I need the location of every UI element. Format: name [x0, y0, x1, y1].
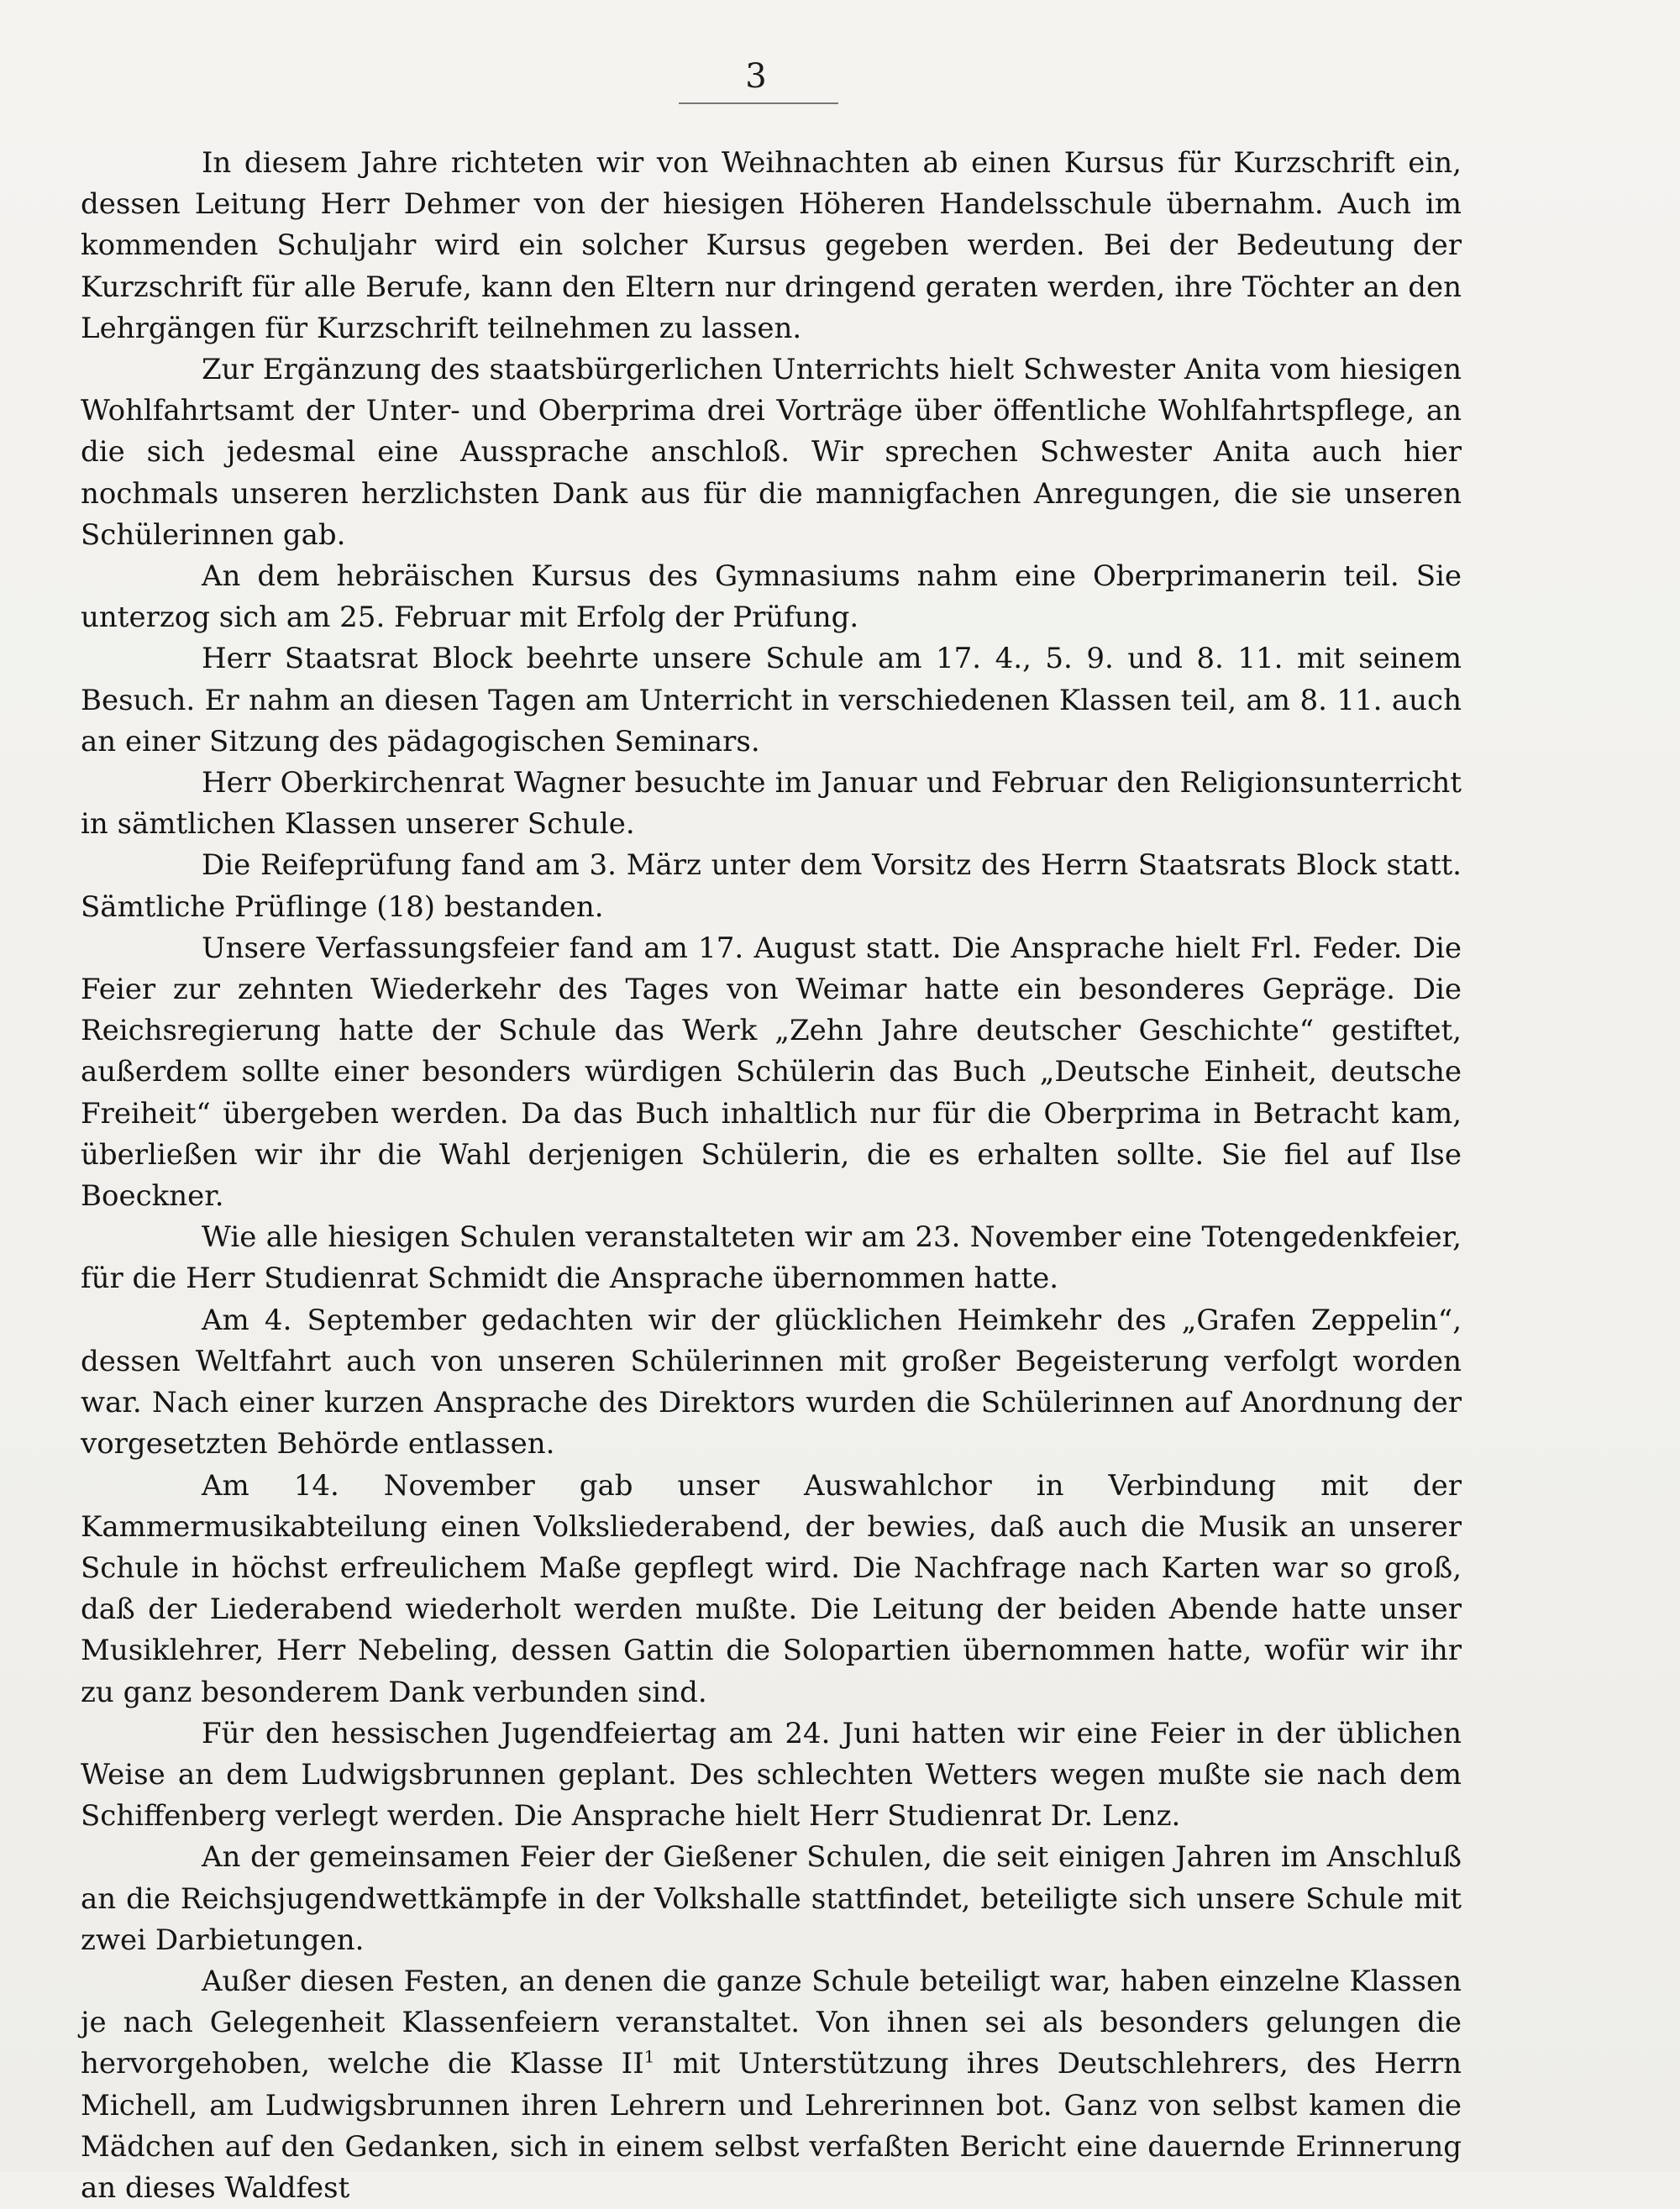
paragraph-oberkirchenrat-visit: Herr Oberkirchenrat Wagner besuchte im Januar und Februar den Religionsunterricht in sämtlichen Klassen unserer Schule.: [81, 766, 1462, 842]
paragraph-volksliederabend: Am 14. November gab unser Auswahlchor in Verbindung mit der Kammermusikabteilung einen Volksliederabend, der bewies, daß auch die Musik an unserer Schule in höchst erfreulichem Maße gepflegt wird. Die Nachfrage nach Karten war so groß, daß der Liederabend wiederholt werden mußte. Die Leitung der beiden Abende hatte unser Musiklehrer, Herr Nebeling, dessen Gattin die Solopartien übernommen hatte, wofür wir ihr zu ganz besonderem Dank verbunden sind.: [81, 1468, 1462, 1709]
paragraph-hebrew-course: An dem hebräischen Kursus des Gymnasiums nahm eine Oberprimanerin teil. Sie unterzog sich am 25. Februar mit Erfolg der Prüfung.: [81, 559, 1462, 635]
class-superscript: 1: [643, 2047, 655, 2068]
paragraph-zeppelin: Am 4. September gedachten wir der glücklichen Heimkehr des „Grafen Zeppelin“, dessen Weltfahrt auch von unseren Schülerinnen mit großer Begeisterung verfolgt worden war. Nach einer kurzen Ansprache des Direktors wurden die Schülerinnen auf Anordnung der vorgesetzten Behörde entlassen.: [81, 1303, 1462, 1461]
paragraph-verfassungsfeier: Unsere Verfassungsfeier fand am 17. August statt. Die Ansprache hielt Frl. Feder. Die Feier zur zehnten Wiederkehr des Tages von Weimar hatte ein besonderes Gepräge. Die Reichsregierung hatte der Schule das Werk „Zehn Jahre deutscher Geschichte“ gestiftet, außerdem sollte einer besonders würdigen Schülerin das Buch „Deutsche Einheit, deutsche Freiheit“ übergeben werden. Da das Buch inhaltlich nur für die Oberprima in Betracht kam, überließen wir ihr die Wahl derjenigen Schülerin, die es erhalten sollte. Sie fiel auf Ilse Boeckner.: [81, 931, 1462, 1214]
paragraph-jugendfeiertag: Für den hessischen Jugendfeiertag am 24. Juni hatten wir eine Feier in der üblichen Weise an dem Ludwigsbrunnen geplant. Des schlechten Wetters wegen mußte sie nach dem Schiffenberg verlegt werden. Die Ansprache hielt Herr Studienrat Dr. Lenz.: [81, 1716, 1462, 1834]
paragraph-reichsjugendwettkaempfe: An der gemeinsamen Feier der Gießener Schulen, die seit einigen Jahren im Anschluß an die Reichsjugendwettkämpfe in der Volkshalle stattfindet, beteiligte sich unsere Schule mit zwei Darbietungen.: [81, 1840, 1462, 1957]
body-text: [81, 143, 1462, 2209]
paragraph-reifepruefung: Die Reifeprüfung fand am 3. März unter dem Vorsitz des Herrn Staatsrats Block statt. Sämtliche Prüflinge (18) bestanden.: [81, 848, 1462, 924]
page-number: 3: [745, 57, 767, 96]
paragraph-totengedenkfeier: Wie alle hiesigen Schulen veranstalteten wir am 23. November eine Totengedenkfeier, für die Herr Studienrat Schmidt die Ansprache übernommen hatte.: [81, 1220, 1462, 1296]
paragraph-civic-lectures: Zur Ergänzung des staatsbürgerlichen Unterrichts hielt Schwester Anita vom hiesigen Wohlfahrtsamt der Unter- und Oberprima drei Vorträge über öffentliche Wohlfahrtspflege, an die sich jedesmal eine Aussprache anschloß. Wir sprechen Schwester Anita auch hier nochmals unseren herzlichsten Dank aus für die mannigfachen Anregungen, die sie unseren Schülerinnen gab.: [81, 353, 1462, 552]
paragraph-shorthand-course: In diesem Jahre richteten wir von Weihnachten ab einen Kursus für Kurzschrift ein, dessen Leitung Herr Dehmer von der hiesigen Höheren Handelsschule übernahm. Auch im kommenden Schuljahr wird ein solcher Kursus gegeben werden. Bei der Bedeutung der Kurzschrift für alle Berufe, kann den Eltern nur dringend geraten werden, ihre Töchter an den Lehrgängen für Kurzschrift teilnehmen zu lassen.: [81, 146, 1462, 345]
klassenfeiern-text-end: mit Unterstützung ihres Deutschlehrers, des Herrn Michell, am Ludwigsbrunnen ihren Lehrern und Lehrerinnen bot. Ganz von selbst kamen die Mädchen auf den Gedanken, sich in einem selbst verfaßten Bericht eine dauernde Erinnerung an dieses Waldfest: [81, 2047, 1462, 2205]
klassenfeiern-text-start: Außer diesen Festen, an denen die ganze Schule beteiligt war, haben einzelne Klassen je nach Gelegenheit Klassenfeiern veranstaltet. Von ihnen sei als besonders gelungen die hervorgehoben, welche die Klasse II: [81, 1964, 1462, 2081]
paragraph-staatsrat-visit: Herr Staatsrat Block beehrte unsere Schule am 17. 4., 5. 9. und 8. 11. mit seinem Besuch. Er nahm an diesen Tagen am Unterricht in verschiedenen Klassen teil, am 8. 11. auch an einer Sitzung des pädagogischen Seminars.: [81, 642, 1462, 758]
header-rule: [679, 102, 838, 104]
